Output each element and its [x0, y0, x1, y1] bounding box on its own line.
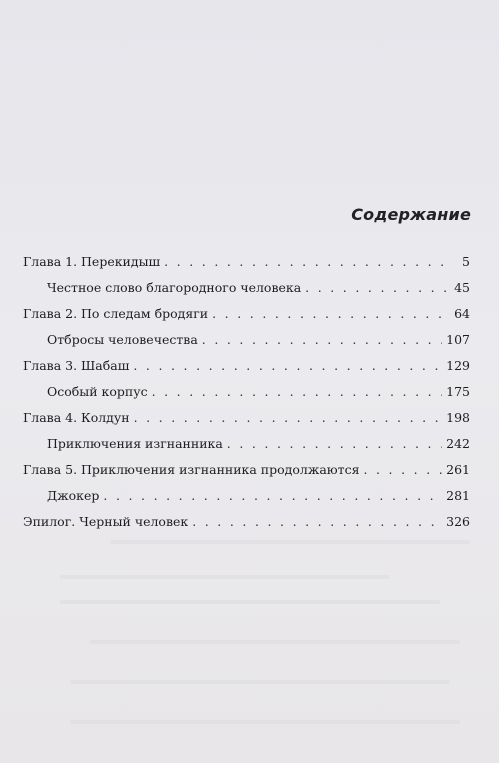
toc-entry-page: 326	[446, 514, 470, 529]
toc-leader-dots	[164, 251, 454, 273]
toc-leader-dots	[212, 303, 450, 325]
toc-entry[interactable]	[47, 381, 470, 403]
toc-entry[interactable]	[23, 355, 470, 377]
toc-entry-page: 198	[446, 410, 470, 425]
toc-leader-dots	[103, 485, 442, 507]
toc-entry[interactable]	[23, 459, 470, 481]
toc-leader-dots	[133, 355, 442, 377]
toc-entry[interactable]	[23, 251, 470, 273]
bleed-through-line	[110, 540, 470, 544]
toc-entry[interactable]	[47, 329, 470, 351]
toc-entry-title: Отбросы человечества	[47, 332, 198, 347]
toc-leader-dots	[134, 407, 443, 429]
toc-entry[interactable]	[23, 303, 470, 325]
toc-entry-page: 107	[446, 332, 470, 347]
toc-entry-title: Глава 4. Колдун	[23, 410, 130, 425]
toc-leader-dots	[192, 511, 442, 533]
toc-entry-title: Джокер	[47, 488, 100, 503]
toc-leader-dots	[152, 381, 443, 403]
toc-entry-page: 5	[462, 254, 470, 269]
toc-entry-title: Приключения изгнанника	[47, 436, 223, 451]
contents-heading: Содержание	[351, 205, 471, 224]
toc-entry-title: Глава 1. Перекидыш	[23, 254, 161, 269]
toc-entry[interactable]	[47, 485, 470, 507]
toc-entry-page: 45	[454, 280, 470, 295]
bleed-through-line	[70, 680, 450, 684]
bleed-through-line	[90, 640, 460, 644]
bleed-through-line	[70, 720, 460, 724]
toc-entry-page: 64	[454, 306, 470, 321]
toc-entry[interactable]	[23, 511, 470, 533]
toc-entry-title: Честное слово благородного человека	[47, 280, 302, 295]
toc-entry-title: Глава 5. Приключения изгнанника продолжаются	[23, 462, 360, 477]
bleed-through-line	[60, 600, 440, 604]
toc-leader-dots	[363, 459, 442, 481]
toc-entry[interactable]	[23, 407, 470, 429]
toc-entry[interactable]	[47, 433, 470, 455]
toc-entry-page: 261	[446, 462, 470, 477]
toc-entry-page: 281	[446, 488, 470, 503]
toc-leader-dots	[305, 277, 450, 299]
toc-leader-dots	[227, 433, 442, 455]
toc-entry-title: Особый корпус	[47, 384, 148, 399]
toc-entry-title: Глава 3. Шабаш	[23, 358, 130, 373]
toc-entry-title: Эпилог. Черный человек	[23, 514, 189, 529]
toc-entry[interactable]	[47, 277, 470, 299]
toc-entry-page: 175	[446, 384, 470, 399]
toc-entry-page: 129	[446, 358, 470, 373]
toc-entry-title: Глава 2. По следам бродяги	[23, 306, 209, 321]
bleed-through-line	[60, 575, 390, 579]
toc-entry-page: 242	[446, 436, 470, 451]
toc-leader-dots	[202, 329, 442, 351]
